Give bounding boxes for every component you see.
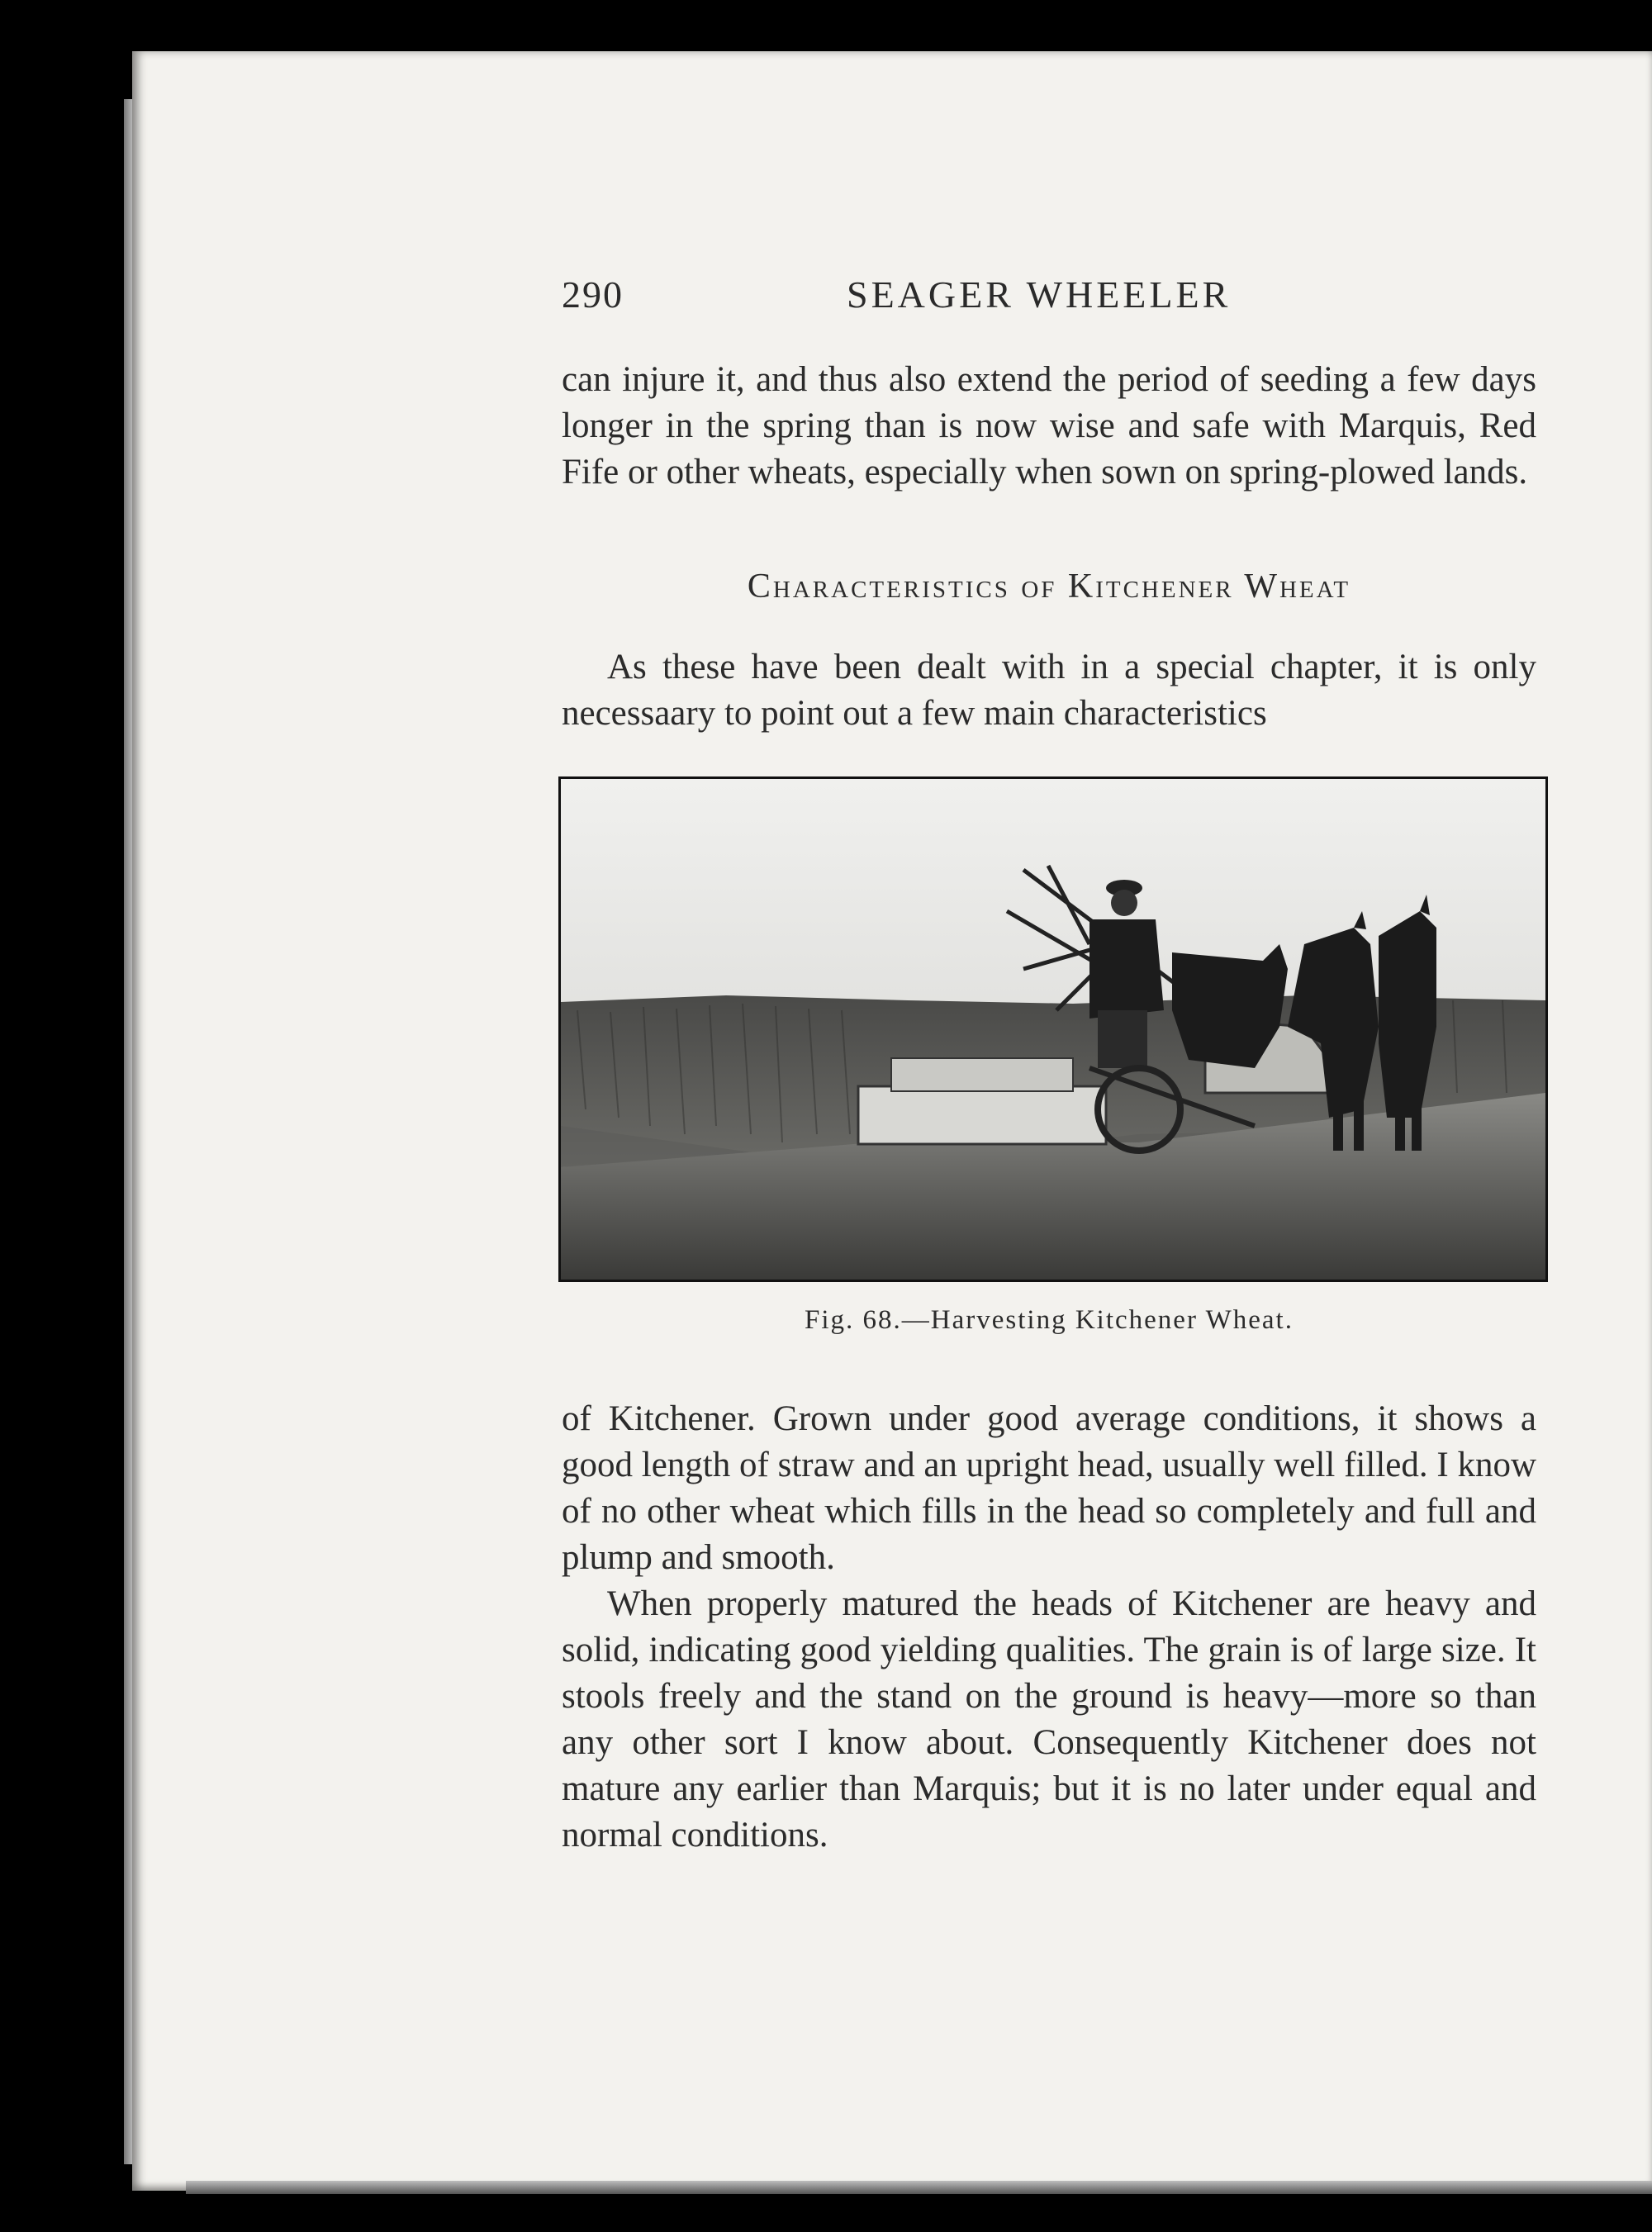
body-text-middle bbox=[562, 644, 1536, 737]
page-stack-bottom bbox=[186, 2181, 1652, 2194]
paragraph: As these have been dealt with in a special chapter, it is only necessaary to point out a few main characteristics bbox=[562, 648, 1536, 733]
paragraph: can injure it, and thus also extend the period of seeding a few days longer in the spring than is now wise and safe with Marquis, Red Fife or other wheats, especially when sown on spring-plowed lands. bbox=[562, 360, 1536, 492]
body-text-bottom bbox=[562, 1396, 1536, 1859]
harvest-photograph bbox=[558, 776, 1548, 1282]
body-text-top bbox=[562, 357, 1536, 496]
harvest-photo-illustration bbox=[561, 779, 1545, 1280]
page-header bbox=[562, 273, 1536, 322]
running-head: SEAGER WHEELER bbox=[847, 273, 1232, 316]
paragraph: When properly matured the heads of Kitchener are heavy and solid, indicating good yielding qualities. The grain is of large size. It stools freely and the stand on the ground is heavy—more so than any other sort I know about. Consequently Kitchener does not mature any earlier than Marquis; but it is no later under equal and normal conditions. bbox=[562, 1584, 1536, 1854]
page-number: 290 bbox=[562, 273, 624, 316]
paragraph: of Kitchener. Grown under good average conditions, it shows a good length of straw and an upright head, usually well filled. I know of no other wheat which fills in the head so completely and full and plump and smooth. bbox=[562, 1399, 1536, 1577]
section-heading: Characteristics of Kitchener Wheat bbox=[747, 567, 1351, 605]
figure-caption: Fig. 68.—Harvesting Kitchener Wheat. bbox=[805, 1305, 1294, 1335]
